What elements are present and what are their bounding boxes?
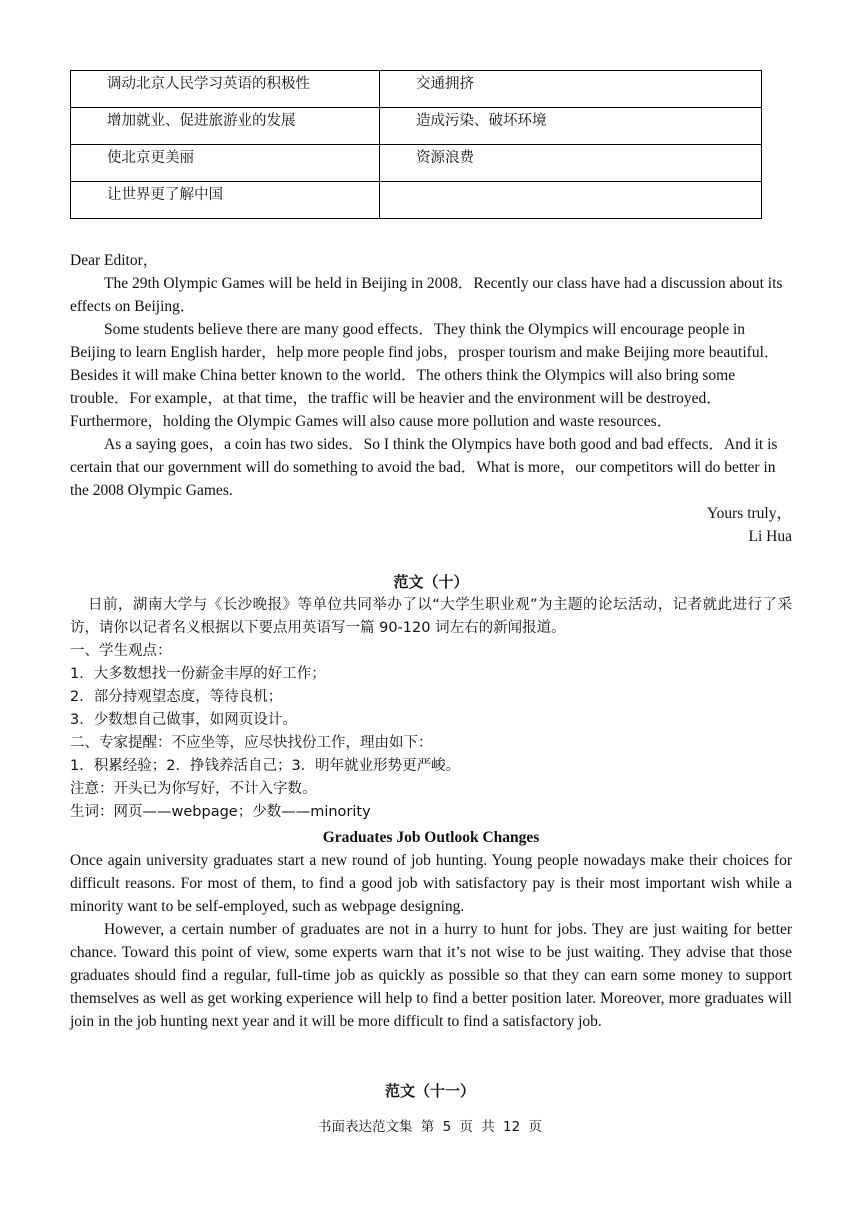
task-intro: 日前，湖南大学与《长沙晚报》等单位共同举办了以“大学生职业观”为主题的论坛活动，记者就此进行了采访，请你以记者名义根据以下要点用英语写一篇 90-120 词左右的新闻报道。: [70, 597, 792, 636]
letter-salutation: Dear Editor，: [70, 252, 159, 269]
task-line: 2．部分持观望态度，等待良机；: [70, 689, 283, 705]
task-line: 生词：网页——webpage；少数——minority: [70, 804, 371, 820]
table-cell: 让世界更了解中国: [71, 182, 380, 219]
table-cell: 交通拥挤: [380, 71, 762, 108]
letter-paragraph: As a saying goes，a coin has two sides．So I think the Olympics have both good and bad effects．And it is certain that our government will do something to avoid the bad．What is more，our competitors will do better in the 2008 Olympic Games.: [70, 436, 778, 499]
table-cell: 资源浪费: [380, 145, 762, 182]
task-line: 1．大多数想找一份薪金丰厚的好工作；: [70, 666, 326, 682]
essay-paragraph: Once again university graduates start a new round of job hunting. Young people nowadays make their choices for difficult reasons. For most of them, to find a good job with satisfactory pay is their most important wish while a minority want to be self-employed, such as webpage designing.: [70, 852, 792, 915]
essay-title: Graduates Job Outlook Changes: [322, 829, 540, 846]
essay-paragraph: However, a certain number of graduates are not in a hurry to hunt for jobs. They are just waiting for better chance. Toward this point of view, some experts warn that it’s not wise to be just waiting. They advise that those graduates should find a regular, full-time job as quickly as possible so that they can earn some money to support themselves as well as get working experience will help to find a better position later. Moreover, more graduates will join in the job hunting next year and it will be more difficult to find a satisfactory job.: [70, 921, 792, 1030]
letter-signature: Li Hua: [748, 528, 792, 545]
page-footer: 书面表达范文集 第 5 页 共 12 页: [317, 1119, 542, 1135]
writing-task: [70, 571, 792, 824]
section-title: 范文（十）: [393, 573, 469, 591]
table-row: [71, 108, 762, 145]
task-line: 二、专家提醒：不应坐等，应尽快找份工作，理由如下：: [70, 735, 433, 751]
table-cell: 使北京更美丽: [71, 145, 380, 182]
table-row: [71, 145, 762, 182]
letter-paragraph: The 29th Olympic Games will be held in Beijing in 2008．Recently our class have had a discussion about its effects on Beijing．: [70, 275, 783, 315]
task-line: 注意：开头已为你写好，不计入字数。: [70, 781, 317, 797]
pros-cons-table: [70, 70, 762, 219]
table-row: [71, 182, 762, 219]
table-cell: 增加就业、促进旅游业的发展: [71, 108, 380, 145]
table-cell: 调动北京人民学习英语的积极性: [71, 71, 380, 108]
table-cell: 造成污染、破坏环境: [380, 108, 762, 145]
table-cell: [380, 182, 762, 219]
letter-paragraph: Some students believe there are many good effects．They think the Olympics will encourage people in Beijing to learn English harder，help more people find jobs，prosper tourism and make Beijing more beautiful． Besides it will make China better known to the world．The others think the Olympics will also bring some trouble．For example，at that time，the traffic will be heavier and the environment will be destroyed．Furthermore，holding the Olympic Games will also cause more pollution and waste resources．: [70, 321, 780, 430]
task-line: 3．少数想自己做事，如网页设计。: [70, 712, 297, 728]
table-row: [71, 71, 762, 108]
section-title: 范文（十一）: [384, 1082, 475, 1100]
letter-body: [70, 249, 792, 548]
letter-closing: Yours truly，: [707, 505, 792, 522]
task-line: 1．积累经验；2．挣钱养活自己；3．明年就业形势更严峻。: [70, 758, 461, 774]
task-line: 一、学生观点：: [70, 643, 172, 659]
sample-essay: [70, 826, 792, 1033]
